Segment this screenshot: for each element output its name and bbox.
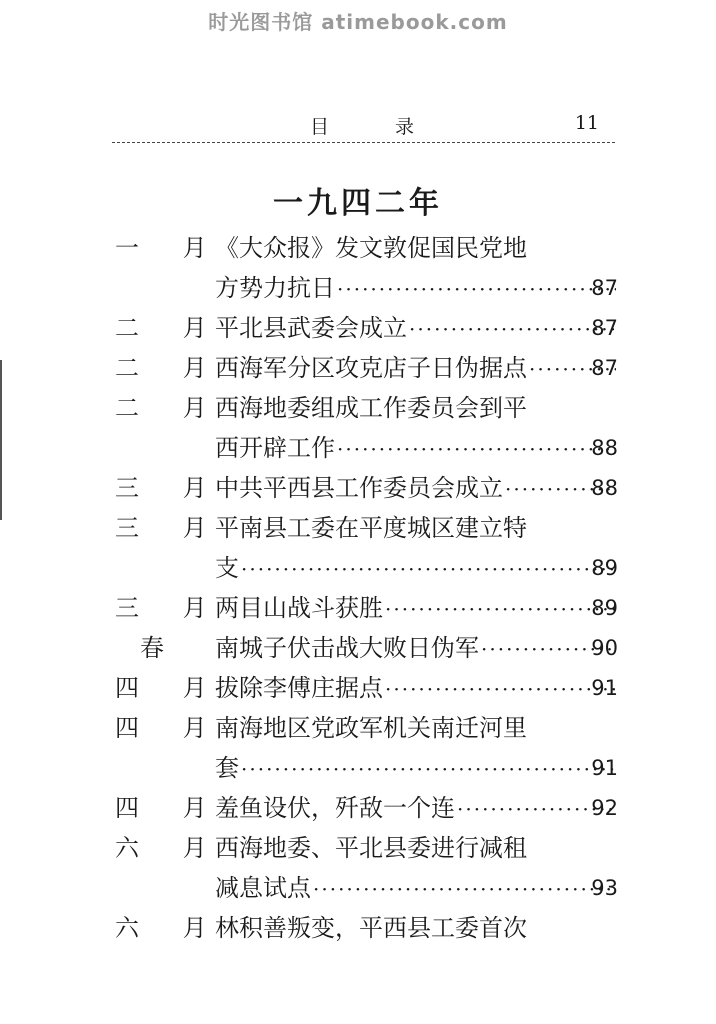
toc-entry-title [215, 748, 616, 788]
toc-entry-title-text: 减息试点 [215, 874, 311, 902]
toc-entry-title-text: 羞鱼设伏，歼敌一个连 [215, 794, 455, 822]
toc-entry-month: 四 月 [115, 794, 225, 822]
toc-entry-month: 三 月 [115, 594, 225, 622]
toc-entry-title [215, 348, 616, 388]
toc-entry-page: 87 [591, 276, 618, 300]
toc-entry-title [215, 468, 616, 508]
toc-entry-title [215, 788, 616, 828]
toc-entry-line [0, 388, 716, 428]
toc-entry-title-text: 西海地委组成工作委员会到平 [215, 394, 527, 422]
toc-entry-page: 89 [591, 596, 618, 620]
toc-entry-line [0, 428, 716, 468]
toc-entry-line [0, 268, 716, 308]
toc-entry-title-text: 支 [215, 554, 239, 582]
toc-entry-line [0, 748, 716, 788]
toc-entry-title-text: 套 [215, 754, 239, 782]
toc-entry-title-text: 南海地区党政军机关南迁河里 [215, 714, 527, 742]
toc-entry-title-text: 林积善叛变，平西县工委首次 [215, 914, 527, 942]
toc-entry-line [0, 508, 716, 548]
toc-entry-month: 二 月 [115, 354, 225, 382]
toc-entry-page: 87 [591, 356, 618, 380]
toc-entry-month: 二 月 [115, 394, 225, 422]
toc-entry[interactable] [0, 308, 716, 348]
toc-entry-line [0, 588, 716, 628]
toc-entry-page: 88 [591, 436, 618, 460]
toc-entry-title [215, 428, 616, 468]
toc-entry-title-text: 西海地委、平北县委进行减租 [215, 834, 527, 862]
toc-entry-line [0, 908, 716, 948]
toc-entry-title-text: 两目山战斗获胜 [215, 594, 383, 622]
toc-entry-title-text: 南城子伏击战大败日伪军 [215, 634, 479, 662]
toc-entry[interactable] [0, 628, 716, 668]
toc-entry[interactable] [0, 708, 716, 788]
toc-entry-line [0, 788, 716, 828]
toc-entry[interactable] [0, 588, 716, 628]
toc-entry-page: 87 [591, 316, 618, 340]
toc-entry-line [0, 708, 716, 748]
toc-entry-month: 春 [140, 634, 182, 662]
toc-entry[interactable] [0, 508, 716, 588]
toc-entry-line [0, 548, 716, 588]
toc-entry-page: 90 [591, 636, 618, 660]
toc-entry-title-text: 方势力抗日 [215, 274, 335, 302]
toc-entry-title-text: 《大众报》发文敦促国民党地 [215, 234, 527, 262]
toc-entry-line [0, 628, 716, 668]
toc-entry-title [215, 668, 616, 708]
toc-entry-title [215, 628, 616, 668]
toc-entry-title-text: 中共平西县工作委员会成立 [215, 474, 503, 502]
toc-entry-line [0, 468, 716, 508]
table-of-contents [0, 228, 716, 948]
toc-entry-month: 六 月 [115, 834, 225, 862]
header-rule [112, 142, 615, 143]
toc-entry-page: 91 [591, 676, 618, 700]
toc-entry-line [0, 308, 716, 348]
toc-entry-month: 四 月 [115, 674, 225, 702]
dot-leader [337, 428, 616, 468]
toc-entry-title [215, 308, 616, 348]
toc-entry-line [0, 348, 716, 388]
toc-entry-line [0, 828, 716, 868]
dot-leader [241, 748, 616, 788]
toc-entry-month: 二 月 [115, 314, 225, 342]
toc-entry-month: 六 月 [115, 914, 225, 942]
toc-entry-title-text: 西海军分区攻克店子日伪据点 [215, 354, 527, 382]
toc-entry[interactable] [0, 468, 716, 508]
toc-entry-title-text: 拔除李傅庄据点 [215, 674, 383, 702]
toc-entry-title [215, 268, 616, 308]
toc-entry-title [215, 868, 616, 908]
toc-entry-page: 91 [591, 756, 618, 780]
dot-leader [241, 548, 616, 588]
toc-entry-title [215, 548, 616, 588]
running-head-left: 目 [310, 116, 330, 138]
toc-entry[interactable] [0, 668, 716, 708]
year-heading: 一九四二年 [273, 186, 443, 221]
toc-entry[interactable] [0, 908, 716, 948]
toc-entry-page: 88 [591, 476, 618, 500]
toc-entry-page: 93 [591, 876, 618, 900]
toc-entry-title-text: 平北县武委会成立 [215, 314, 407, 342]
toc-entry-line [0, 228, 716, 268]
toc-entry-line [0, 868, 716, 908]
running-head-right: 录 [395, 116, 415, 138]
toc-entry-page: 89 [591, 556, 618, 580]
toc-entry[interactable] [0, 348, 716, 388]
toc-entry-line [0, 668, 716, 708]
toc-entry-title-text: 平南县工委在平度城区建立特 [215, 514, 527, 542]
toc-entry[interactable] [0, 828, 716, 908]
watermark: 时光图书馆 atimebook.com [208, 10, 508, 34]
running-head [110, 112, 615, 142]
toc-entry[interactable] [0, 788, 716, 828]
dot-leader [313, 868, 616, 908]
page-number: 11 [574, 112, 599, 134]
toc-entry[interactable] [0, 228, 716, 308]
toc-entry[interactable] [0, 388, 716, 468]
toc-entry-month: 一 月 [115, 234, 225, 262]
dot-leader [337, 268, 616, 308]
toc-entry-title [215, 588, 616, 628]
toc-entry-title-text: 西开辟工作 [215, 434, 335, 462]
toc-entry-month: 三 月 [115, 514, 225, 542]
toc-entry-month: 三 月 [115, 474, 225, 502]
toc-entry-page: 92 [591, 796, 618, 820]
toc-entry-month: 四 月 [115, 714, 225, 742]
